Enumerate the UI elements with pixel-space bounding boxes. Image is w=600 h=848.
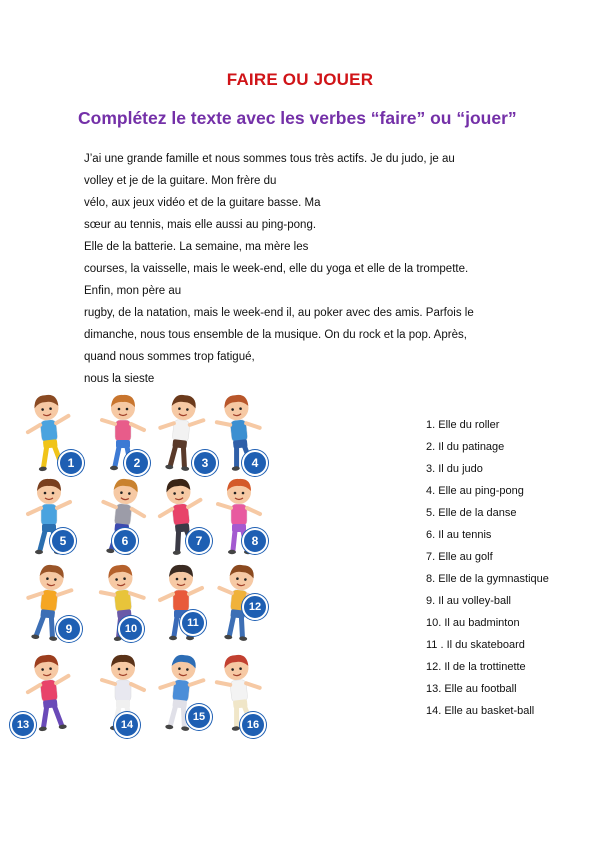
paragraph-line: J’ai une grande famille et nous sommes tous très actifs. Je du judo, je au (84, 153, 455, 165)
picture-number-badge: 7 (186, 528, 212, 554)
sentence-item: 2. Il du patinage (426, 441, 505, 453)
paragraph-line: quand nous sommes trop fatigué, (84, 351, 255, 363)
paragraph-line: nous la sieste (84, 373, 155, 385)
picture-number-badge: 11 (180, 610, 206, 636)
sentence-item: 5. Elle de la danse (426, 507, 517, 519)
picture-number-badge: 4 (242, 450, 268, 476)
picture-number-badge: 13 (10, 712, 36, 738)
picture-number-badge: 12 (242, 594, 268, 620)
sentence-item: 3. Il du judo (426, 463, 483, 475)
paragraph-line: Enfin, mon père au (84, 285, 182, 297)
picture-number-badge: 15 (186, 704, 212, 730)
picture-number-badge: 1 (58, 450, 84, 476)
exercise-paragraph (84, 148, 524, 390)
paragraph-line: Elle de la batterie. La semaine, ma mère les (84, 241, 309, 253)
paragraph-line: volley et je de la guitare. Mon frère du (84, 175, 277, 187)
sentence-item: 12. Il de la trottinette (426, 661, 526, 673)
instructions-subtitle: Complétez le texte avec les verbes “faire” ou “jouer” (78, 108, 517, 128)
picture-number-badge: 8 (242, 528, 268, 554)
picture-number-badge: 10 (118, 616, 144, 642)
picture-number-badge: 2 (124, 450, 150, 476)
sentence-item: 11 . Il du skateboard (426, 639, 525, 651)
picture-number-badge: 5 (50, 528, 76, 554)
sentence-item: 13. Elle au football (426, 683, 517, 695)
sentence-item: 9. Il au volley-ball (426, 595, 511, 607)
picture-number-badge: 16 (240, 712, 266, 738)
picture-number-badge: 14 (114, 712, 140, 738)
picture-number-badge: 6 (112, 528, 138, 554)
sentence-item: 4. Elle au ping-pong (426, 485, 524, 497)
sentence-item: 7. Elle au golf (426, 551, 493, 563)
sentence-item: 6. Il au tennis (426, 529, 492, 541)
worksheet-title: FAIRE OU JOUER (226, 70, 374, 89)
sentence-list (426, 414, 549, 722)
paragraph-line: rugby, de la natation, mais le week-end il, au poker avec des amis. Parfois le (84, 307, 474, 319)
picture-number-badge: 9 (56, 616, 82, 642)
paragraph-line: dimanche, nous tous ensemble de la musique. On du rock et la pop. Après, (84, 329, 467, 341)
picture-number-badge: 3 (192, 450, 218, 476)
paragraph-line: sœur au tennis, mais elle aussi au ping-pong. (84, 219, 317, 231)
sentence-item: 14. Elle au basket-ball (426, 705, 535, 717)
sentence-item: 8. Elle de la gymnastique (426, 573, 549, 585)
sentence-item: 1. Elle du roller (426, 419, 500, 431)
paragraph-line: courses, la vaisselle, mais le week-end, elle du yoga et elle de la trompette. (84, 263, 469, 275)
sentence-item: 10. Il au badminton (426, 617, 520, 629)
paragraph-line: vélo, aux jeux vidéo et de la guitare basse. Ma (84, 197, 321, 209)
